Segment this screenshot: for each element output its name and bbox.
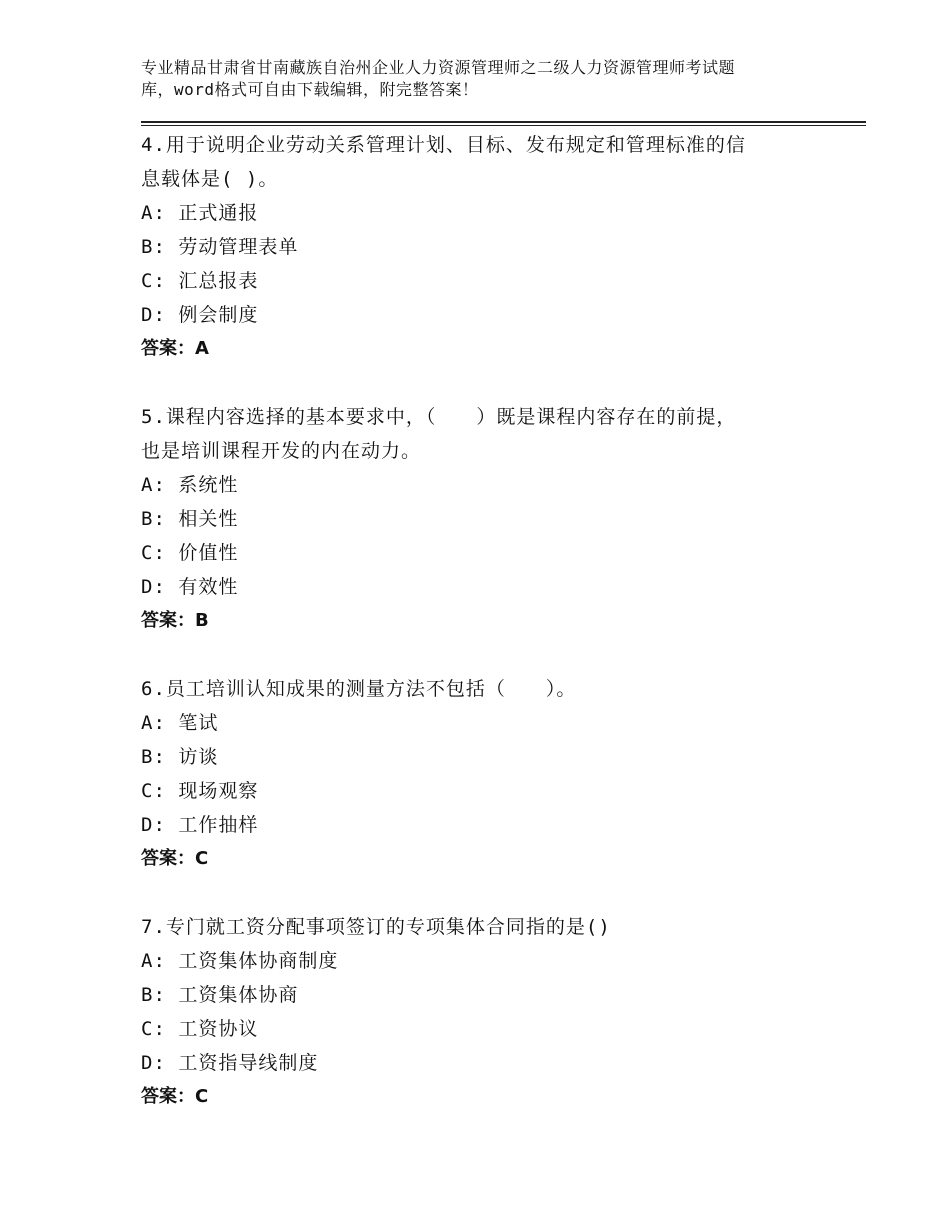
option-c: C: 工资协议 [141,1018,259,1040]
document-header [141,57,841,101]
answer-label: 答案：A [141,338,209,359]
header-line-1: 专业精品甘肃省甘南藏族自治州企业人力资源管理师之二级人力资源管理师考试题 [141,58,736,77]
question-spacer [141,638,841,672]
question-spacer [141,876,841,910]
question-6 [141,672,841,876]
question-stem-line: 4.用于说明企业劳动关系管理计划、目标、发布规定和管理标准的信 [141,134,746,156]
option-a: A: 系统性 [141,474,239,496]
option-d: D: 工资指导线制度 [141,1052,319,1074]
option-a: A: 笔试 [141,712,219,734]
answer-label: 答案：B [141,610,209,631]
question-stem-line: 7.专门就工资分配事项签订的专项集体合同指的是() [141,916,611,938]
question-stem-line: 息载体是( )。 [141,168,279,190]
header-divider-thick [141,121,866,123]
question-stem-line: 也是培训课程开发的内在动力。 [141,440,422,462]
question-4 [141,128,841,366]
option-b: B: 工资集体协商 [141,984,299,1006]
answer-label: 答案：C [141,1086,209,1107]
header-divider-thin [141,125,866,126]
question-spacer [141,366,841,400]
answer-label: 答案：C [141,848,209,869]
option-a: A: 正式通报 [141,202,259,224]
option-b: B: 相关性 [141,508,239,530]
question-7 [141,910,841,1114]
option-c: C: 汇总报表 [141,270,259,292]
option-b: B: 访谈 [141,746,219,768]
option-c: C: 价值性 [141,542,239,564]
question-stem-line: 5.课程内容选择的基本要求中，（ ）既是课程内容存在的前提， [141,406,737,428]
option-d: D: 例会制度 [141,304,259,326]
option-b: B: 劳动管理表单 [141,236,299,258]
question-5 [141,400,841,638]
option-d: D: 有效性 [141,576,239,598]
option-c: C: 现场观察 [141,780,259,802]
question-stem-line: 6.员工培训认知成果的测量方法不包括（ ）。 [141,678,577,700]
option-a: A: 工资集体协商制度 [141,950,339,972]
header-line-2: 库，word格式可自由下载编辑，附完整答案！ [141,80,479,99]
option-d: D: 工作抽样 [141,814,259,836]
question-list [141,128,841,1114]
